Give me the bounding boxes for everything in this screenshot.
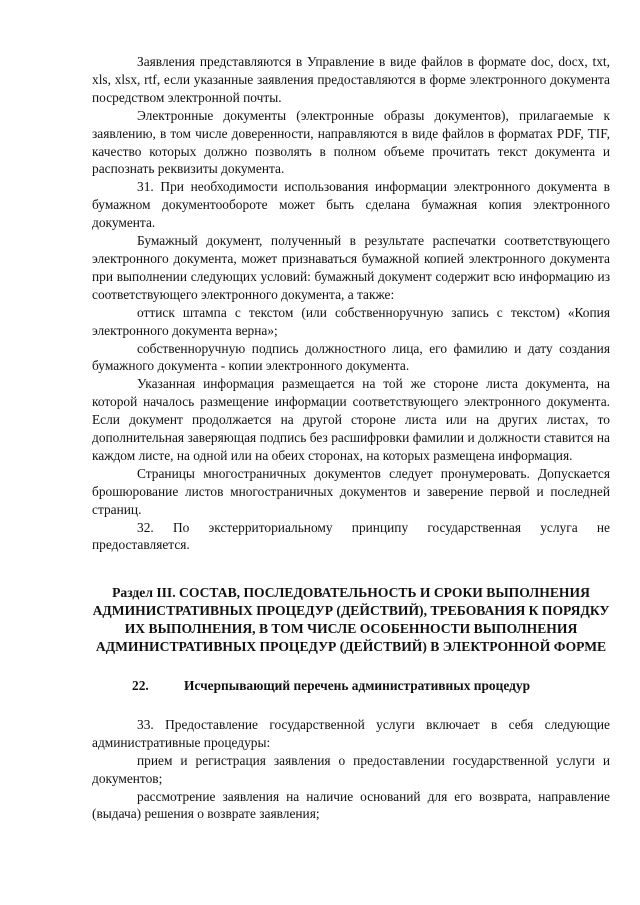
- subsection-number: 22.: [132, 678, 149, 693]
- paragraph: собственноручную подпись должностного лица, его фамилию и дату создания бумажного документа - копии электронного документа.: [92, 340, 610, 374]
- paragraph: 33. Предоставление государственной услуги включает в себя следующие административные процедуры:: [92, 716, 610, 750]
- subsection-heading: [92, 677, 610, 695]
- section-title: Раздел III. СОСТАВ, ПОСЛЕДОВАТЕЛЬНОСТЬ И СРОКИ ВЫПОЛНЕНИЯ АДМИНИСТРАТИВНЫХ ПРОЦЕДУР (ДЕЙСТВИЙ), ТРЕБОВАНИЯ К ПОРЯДКУ ИХ ВЫПОЛНЕНИЯ, В ТОМ ЧИСЛЕ ОСОБЕННОСТИ ВЫПОЛНЕНИЯ АДМИНИСТРАТИВНЫХ ПРОЦЕДУР (ДЕЙСТВИЙ) В ЭЛЕКТРОННОЙ ФОРМЕ: [92, 585, 610, 655]
- paragraph: Страницы многостраничных документов следует пронумеровать. Допускается брошюрование листов многостраничных документов и заверение первой и последней страниц.: [92, 465, 610, 517]
- paragraph: Электронные документы (электронные образы документов), прилагаемые к заявлению, в том числе доверенности, направляются в виде файлов в форматах PDF, TIF, качество которых должно позволять в полном объеме прочитать текст документа и распознать реквизиты документа.: [92, 107, 610, 177]
- paragraph: прием и регистрация заявления о предоставлении государственной услуги и документов;: [92, 752, 610, 786]
- paragraph: рассмотрение заявления на наличие оснований для его возврата, направление (выдача) решения о возврате заявления;: [92, 788, 610, 822]
- paragraph: Бумажный документ, полученный в результате распечатки соответствующего электронного документа, может признаваться бумажной копией электронного документа при выполнении следующих условий: бумажный документ содержит всю информацию из соответствующего электронного документа, а также:: [92, 233, 610, 302]
- paragraph: Заявления представляются в Управление в виде файлов в формате doc, docx, txt, xls, xlsx, rtf, если указанные заявления предоставляются в форме электронного документа посредством электронной почты.: [92, 54, 610, 105]
- document-page: [92, 53, 610, 823]
- paragraph: 31. При необходимости использования информации электронного документа в бумажном документообороте может быть сделана бумажная копия электронного документа.: [92, 179, 610, 231]
- paragraph: Указанная информация размещается на той же стороне листа документа, на которой началось размещение информации соответствующего электронного документа. Если документ продолжается на другой стороне листа или на других листах, то дополнительная заверяющая подпись без расшифровки фамилии и должности ставится на каждом листе, на одной или на обеих сторонах, на которых размещена информация.: [92, 376, 610, 463]
- paragraph: 32. По экстерриториальному принципу государственная услуга не предоставляется.: [92, 519, 610, 553]
- paragraph: оттиск штампа с текстом (или собственноручную запись с текстом) «Копия электронного документа верна»;: [92, 304, 610, 338]
- subsection-title: Исчерпывающий перечень административных процедур: [184, 678, 531, 693]
